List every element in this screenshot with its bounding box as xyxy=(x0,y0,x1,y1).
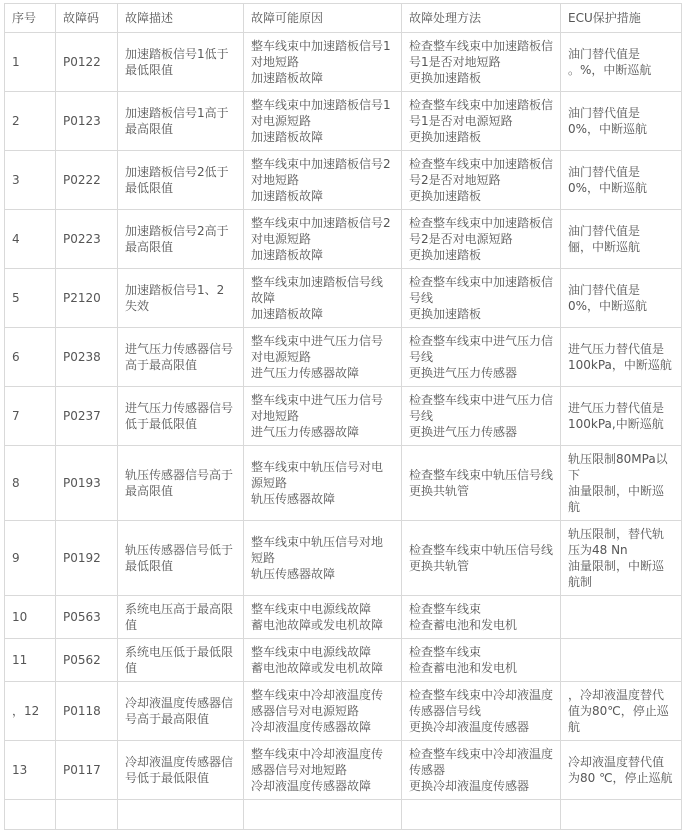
table-row xyxy=(5,33,682,92)
cell-code: P0563 xyxy=(56,596,118,639)
cell-description: 进气压力传感器信号低于最低限值 xyxy=(118,387,244,446)
table-row xyxy=(5,446,682,521)
cell-fix: 检查整车线束 检查蓄电池和发电机 xyxy=(402,639,561,682)
cell-description: 进气压力传感器信号高于最高限值 xyxy=(118,328,244,387)
cell-no: 13 xyxy=(5,741,56,800)
cell-cause: 整车线束中进气压力信号对地短路 进气压力传感器故障 xyxy=(244,387,402,446)
cell-fix: 检查整车线束中冷却液温度传感器信号线 更换冷却液温度传感器 xyxy=(402,682,561,741)
cell-no: 3 xyxy=(5,151,56,210)
cell-no: 5 xyxy=(5,269,56,328)
cell-no: 6 xyxy=(5,328,56,387)
table-row xyxy=(5,387,682,446)
cell-description: 系统电压高于最高限值 xyxy=(118,596,244,639)
empty-cell xyxy=(561,800,682,830)
table-row xyxy=(5,682,682,741)
empty-cell xyxy=(5,800,56,830)
cell-code: P0237 xyxy=(56,387,118,446)
table-header-row xyxy=(5,4,682,33)
table-row xyxy=(5,92,682,151)
cell-ecu: 油门替代值是 俪，中断巡航 xyxy=(561,210,682,269)
cell-code: P2120 xyxy=(56,269,118,328)
table-row-empty xyxy=(5,800,682,830)
table-row xyxy=(5,596,682,639)
cell-no: 2 xyxy=(5,92,56,151)
header-no: 序号 xyxy=(5,4,56,33)
cell-ecu: 轨压限制，替代轨压为48 Nn 油量限制，中断巡航制 xyxy=(561,521,682,596)
cell-description: 冷却液温度传感器信号低于最低限值 xyxy=(118,741,244,800)
cell-code: P0118 xyxy=(56,682,118,741)
cell-code: P0192 xyxy=(56,521,118,596)
cell-description: 加速踏板信号2低于最低限值 xyxy=(118,151,244,210)
cell-fix: 检查整车线束中加速踏板信号2是否对电源短路 更换加速踏板 xyxy=(402,210,561,269)
cell-no: 4 xyxy=(5,210,56,269)
cell-description: 冷却液温度传感器信号高于最高限值 xyxy=(118,682,244,741)
cell-fix: 检查整车线束中进气压力信号线 更换进气压力传感器 xyxy=(402,387,561,446)
cell-ecu: ，冷却液温度替代值为80℃，停止巡航 xyxy=(561,682,682,741)
table-row xyxy=(5,521,682,596)
cell-code: P0562 xyxy=(56,639,118,682)
table-row xyxy=(5,210,682,269)
table-row xyxy=(5,639,682,682)
cell-description: 加速踏板信号1、2失效 xyxy=(118,269,244,328)
cell-code: P0193 xyxy=(56,446,118,521)
cell-ecu: 油门替代值是 0%，中断巡航 xyxy=(561,151,682,210)
empty-cell xyxy=(118,800,244,830)
cell-cause: 整车线束中冷却液温度传感器信号对电源短路 冷却液温度传感器故障 xyxy=(244,682,402,741)
empty-cell xyxy=(402,800,561,830)
cell-ecu: 冷却液温度替代值为80 ℃，停止巡航 xyxy=(561,741,682,800)
cell-ecu: 油门替代值是 0%，中断巡航 xyxy=(561,269,682,328)
cell-ecu: 油门替代值是 。%，中断巡航 xyxy=(561,33,682,92)
cell-cause: 整车线束中进气压力信号对电源短路 进气压力传感器故障 xyxy=(244,328,402,387)
table-row xyxy=(5,328,682,387)
cell-no: 7 xyxy=(5,387,56,446)
cell-cause: 整车线束中电源线故障 蓄电池故障或发电机故障 xyxy=(244,596,402,639)
cell-code: P0222 xyxy=(56,151,118,210)
cell-fix: 检查整车线束中加速踏板信号1是否对地短路 更换加速踏板 xyxy=(402,33,561,92)
header-cause: 故障可能原因 xyxy=(244,4,402,33)
cell-cause: 整车线束中电源线故障 蓄电池故障或发电机故障 xyxy=(244,639,402,682)
table-row xyxy=(5,741,682,800)
empty-cell xyxy=(244,800,402,830)
cell-ecu: 进气压力替代值是100kPa,中断巡航 xyxy=(561,387,682,446)
cell-no: 1 xyxy=(5,33,56,92)
cell-description: 轨压传感器信号高于最高限值 xyxy=(118,446,244,521)
empty-cell xyxy=(56,800,118,830)
cell-fix: 检查整车线束 检查蓄电池和发电机 xyxy=(402,596,561,639)
cell-cause: 整车线束中加速踏板信号2对电源短路 加速踏板故障 xyxy=(244,210,402,269)
cell-cause: 整车线束中冷却液温度传感器信号对地短路 冷却液温度传感器故障 xyxy=(244,741,402,800)
cell-no: ，12 xyxy=(5,682,56,741)
cell-fix: 检查整车线束中轨压信号线 更换共轨管 xyxy=(402,446,561,521)
cell-fix: 检查整车线束中进气压力信号线 更换进气压力传感器 xyxy=(402,328,561,387)
fault-code-table xyxy=(4,3,682,830)
table-row xyxy=(5,151,682,210)
cell-description: 加速踏板信号1高于最高限值 xyxy=(118,92,244,151)
cell-fix: 检查整车线束中轨压信号线 更换共轨管 xyxy=(402,521,561,596)
cell-fix: 检查整车线束中加速踏板信号线 更换加速踏板 xyxy=(402,269,561,328)
cell-ecu xyxy=(561,639,682,682)
cell-code: P0238 xyxy=(56,328,118,387)
table-row xyxy=(5,269,682,328)
cell-description: 轨压传感器信号低于最低限值 xyxy=(118,521,244,596)
cell-fix: 检查整车线束中加速踏板信号2是否对地短路 更换加速踏板 xyxy=(402,151,561,210)
cell-code: P0223 xyxy=(56,210,118,269)
cell-no: 8 xyxy=(5,446,56,521)
cell-description: 系统电压低于最低限值 xyxy=(118,639,244,682)
cell-description: 加速踏板信号1低于最低限值 xyxy=(118,33,244,92)
cell-code: P0123 xyxy=(56,92,118,151)
cell-no: 9 xyxy=(5,521,56,596)
cell-ecu: 轨压限制80MPa以下 油量限制，中断巡航 xyxy=(561,446,682,521)
cell-cause: 整车线束中加速踏板信号1对地短路 加速踏板故障 xyxy=(244,33,402,92)
cell-cause: 整车线束中轨压信号对电源短路 轨压传感器故障 xyxy=(244,446,402,521)
header-fix: 故障处理方法 xyxy=(402,4,561,33)
cell-ecu xyxy=(561,596,682,639)
cell-fix: 检查整车线束中冷却液温度传感器 更换冷却液温度传感器 xyxy=(402,741,561,800)
cell-cause: 整车线束中加速踏板信号2对地短路 加速踏板故障 xyxy=(244,151,402,210)
header-description: 故障描述 xyxy=(118,4,244,33)
header-code: 故障码 xyxy=(56,4,118,33)
cell-cause: 整车线束中加速踏板信号1对电源短路 加速踏板故障 xyxy=(244,92,402,151)
header-ecu: ECU保护措施 xyxy=(561,4,682,33)
cell-no: 11 xyxy=(5,639,56,682)
cell-fix: 检查整车线束中加速踏板信号1是否对电源短路 更换加速踏板 xyxy=(402,92,561,151)
cell-ecu: 油门替代值是 0%，中断巡航 xyxy=(561,92,682,151)
cell-code: P0122 xyxy=(56,33,118,92)
cell-cause: 整车线束加速踏板信号线故障 加速踏板故障 xyxy=(244,269,402,328)
cell-description: 加速踏板信号2高于最高限值 xyxy=(118,210,244,269)
cell-no: 10 xyxy=(5,596,56,639)
cell-ecu: 进气压力替代值是100kPa，中断巡航 xyxy=(561,328,682,387)
cell-cause: 整车线束中轨压信号对地短路 轨压传感器故障 xyxy=(244,521,402,596)
cell-code: P0117 xyxy=(56,741,118,800)
